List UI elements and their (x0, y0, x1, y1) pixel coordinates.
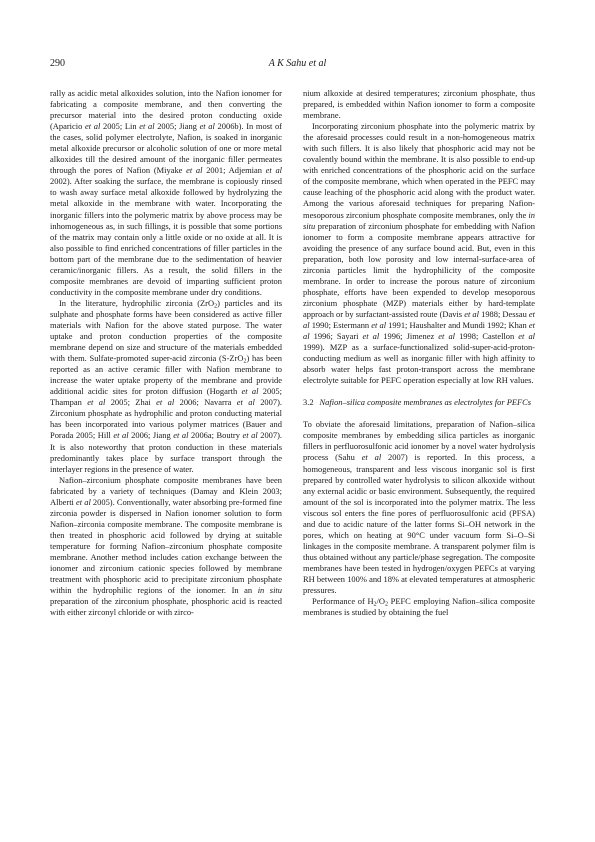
section-title: Nafion–silica composite membranes as electrolytes for PEFCs (319, 397, 532, 408)
running-head: A K Sahu et al (268, 58, 327, 69)
page-number: 290 (50, 58, 65, 69)
section-heading (303, 397, 535, 408)
paragraph: nium alkoxide at desired temperatures; zirconium phosphate, thus prepared, is embedded within Nafion ionomer to form a composite membrane. (303, 88, 535, 121)
paragraph: rally as acidic metal alkoxides solution, into the Nafion ionomer for fabricating a composite membrane, and then converting the precursor material into the desired proton conducting oxide (Aparicio et al 2005; Lin et al 2005; Jiang et al 2006b). In most of the cases, solid polymer electrolyte, Nafion, is soaked in inorganic metal alkoxide precursor or alcoholic solution of one or more metal alkoxides till the desired amount of the inorganic filler permeates through the pores of Nafion (Miyake et al 2001; Adjemian et al 2002). After soaking the surface, the membrane is copiously rinsed to wash away surface metal alkoxide followed by hydrolyzing the metal alkoxide in the membrane with water. Incorporating the inorganic fillers into the polymeric matrix by above process may be inhomogeneous as, in such fillings, it is possible that some portions of the matrix may contain only a little oxide or no oxide at all. It is also possible to find enriched concentrations of filler particles in the bottom part of the membrane due to the sedimentation of heavier ceramic/inorganic fillers. As a result, the solid fillers in the composite membranes are devoid of imparting sufficient proton conductivity in the composite membrane under dry conditions. (50, 88, 283, 297)
right-column (303, 88, 535, 618)
left-column (50, 88, 282, 618)
page-header (50, 58, 545, 72)
paragraph: To obviate the aforesaid limitations, preparation of Nafion–silica composite membranes by embedding silica particles as inorganic fillers in perfluorosulfonic acid ionomer by a novel water hydrolysis process (Sahu et al 2007) is reported. In this process, a homogeneous, transparent and less viscous inorganic sol is first prepared by controlled water hydrolysis to silicon alkoxide without any external acidic or basic environment. Subsequently, the required amount of the sol is incorporated into the polymer matrix. The less viscous sol enters the fine pores of perfluorosulfonic acid (PFSA) and due to acidic nature of the latter forms Si–OH network in the pores, which on heating at 90°C under vacuum form Si–O–Si linkages in the composite membrane. A transparent polymer film is thus obtained without any particle/phase segregation. The composite membranes have been tested in hydrogen/oxygen PEFCs at varying RH between 100% and 18% at elevated temperatures at atmospheric pressures. (303, 419, 535, 596)
paragraph: Performance of $H_2/O_2$ PEFC employing Nafion–silica composite membranes is studied by obtaining the fuel (303, 596, 535, 618)
section-number: 3.2 (303, 397, 314, 408)
paragraph: In the literature, hydrophilic zirconia (ZrO$_2$) particles and its sulphate and phosphate forms have been considered as active filler materials with Nafion for the above stated purpose. The water uptake and proton conduction properties of the composite membrane depend on size and structure of the materials embedded with them. Sulfate-promoted super-acid zirconia (S-ZrO$_2$) has been reported as an active ceramic filler with Nafion membrane to increase the water uptake property of the membrane and provide additional acidic sites for proton diffusion (Hogarth et al 2005; Thampan et al 2005; Zhai et al 2006; Navarra et al 2007). Zirconium phosphate as hydrophilic and proton conducting material has been incorporated into various polymer matrices (Bauer and Porada 2005; Hill et al 2006; Jiang et al 2006a; Boutry et al 2007). It is also noteworthy that proton conduction in these materials predominantly takes place by surface transport through the interlayer regions in the presence of water. (50, 297, 283, 474)
paragraph: Nafion–zirconium phosphate composite membranes have been fabricated by a variety of techniques (Damay and Klein 2003; Alberti et al 2005). Conventionally, water absorbing pre-formed fine zirconia powder is dispersed in Nafion ionomer solution to form Nafion–zirconia composite membrane. The composite membrane is then treated in phosphoric acid followed by drying at suitable temperature for forming Nafion–zirconium phosphate composite membrane. Another method includes cation exchange between the ionomer and zirconium cationic species followed by membrane treatment with phosphoric acid to precipitate zirconium phosphate within the hydrophilic regions of the ionomer. In an in situ preparation of the zirconium phosphate, phosphoric acid is reacted with either zirconyl chloride or with zirco- (50, 474, 282, 618)
paragraph: Incorporating zirconium phosphate into the polymeric matrix by the aforesaid processes could result in a non-homogeneous matrix with such fillers. It is also likely that phosphoric acid may not be covalently bound within the membrane. It is also possible to end-up with enriched concentrations of the phosphoric acid on the surface of the composite membrane, which when operated in the PEFC may cause leaching of the phosphoric acid along with the product water. Among the various aforesaid techniques for preparing Nafion-mesoporous zirconium phosphate composite membranes, only the in situ preparation of zirconium phosphate for embedding with Nafion ionomer to form a composite membrane appears attractive for avoiding the presence of any surface bound acid. But, even in this preparation, both low porosity and low internal-surface-area of zirconia particles limit the hydrophilicity of the composite membrane. In order to increase the porous nature of zirconium phosphate, efforts have been expended to develop mesoporous zirconium phosphate (MZP) materials either by hard-template approach or by surfactant-assisted route (Davis et al 1988; Dessau et al 1990; Estermann et al 1991; Haushalter and Mundi 1992; Khan et al 1996; Sayari et al 1996; Jimenez et al 1998; Castellon et al 1999). MZP as a surface-functionalized solid-super-acid-proton-conducting medium as well as inorganic filler with high affinity to absorb water helps fast proton-transport across the membrane electrolyte suitable for PEFC operation especially at low RH values. (303, 121, 536, 386)
